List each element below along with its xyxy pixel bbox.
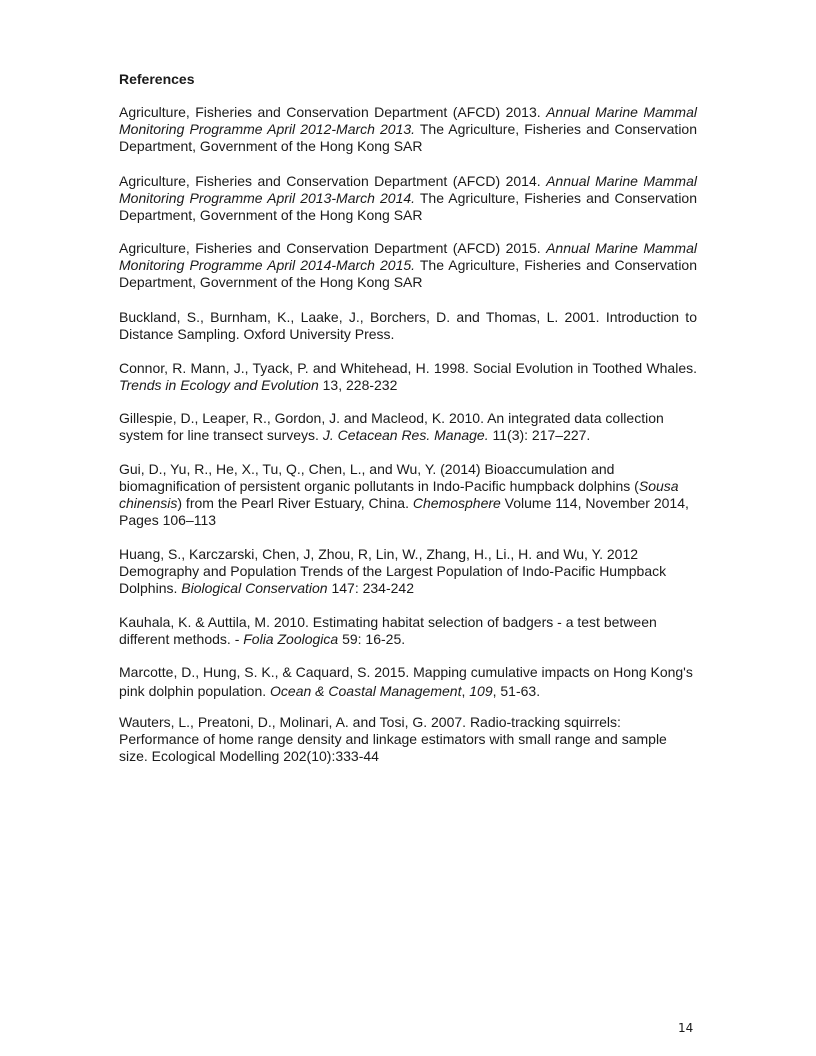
reference-entry [119, 461, 697, 529]
reference-text: 13, 228-232 [318, 377, 398, 393]
reference-entry [119, 714, 697, 765]
reference-entry [119, 546, 697, 597]
reference-text: , 51-63. [492, 683, 541, 699]
reference-title-italic: Annual Marine Mammal Monitoring Programme April 2013-March 2014. [119, 173, 697, 206]
reference-text: Kauhala, K. & Auttila, M. 2010. Estimating habitat selection of badgers - a test between different methods. - [119, 614, 657, 647]
reference-entry [119, 410, 697, 444]
reference-text: Huang, S., Karczarski, Chen, J, Zhou, R, Lin, W., Zhang, H., Li., H. and Wu, Y. 2012 Demography and Population Trends of the Largest Population of Indo-Pacific Humpback Dolphins. [119, 546, 667, 596]
reference-text: Agriculture, Fisheries and Conservation Department (AFCD) 2014. [119, 173, 547, 189]
reference-text: Agriculture, Fisheries and Conservation Department (AFCD) 2013. [119, 104, 547, 120]
reference-title-italic: Annual Marine Mammal Monitoring Programme April 2014-March 2015. [119, 240, 697, 273]
reference-text: Connor, R. Mann, J., Tyack, P. and Whitehead, H. 1998. Social Evolution in Toothed Whales. [119, 360, 697, 376]
reference-entry [119, 309, 697, 343]
reference-journal-italic: Folia Zoologica [243, 631, 339, 647]
reference-entry [119, 104, 697, 155]
reference-text: The Agriculture, Fisheries and Conservation Department, Government of the Hong Kong SAR [119, 121, 697, 154]
reference-text: Wauters, L., Preatoni, D., Molinari, A. and Tosi, G. 2007. Radio-tracking squirrels: Performance of home range density and linkage estimators with small range and sample size. Ecological Modelling 202(10):333-44 [119, 714, 667, 764]
reference-journal-italic: Chemosphere [412, 495, 501, 511]
reference-text: The Agriculture, Fisheries and Conservation Department, Government of the Hong Kong SAR [119, 257, 697, 290]
reference-text: Gui, D., Yu, R., He, X., Tu, Q., Chen, L., and Wu, Y. (2014) Bioaccumulation and biomagnification of persistent organic pollutants in Indo-Pacific humpback dolphins ( [119, 461, 639, 494]
reference-text: The Agriculture, Fisheries and Conservation Department, Government of the Hong Kong SAR [119, 190, 697, 223]
reference-journal-italic: Ocean & Coastal Management [270, 683, 462, 699]
reference-text: Agriculture, Fisheries and Conservation Department (AFCD) 2015. [119, 240, 547, 256]
reference-species-italic: Sousa chinensis [119, 478, 679, 511]
reference-text: ) from the Pearl River Estuary, China. [177, 495, 413, 511]
reference-text: Marcotte, D., Hung, S. K., & Caquard, S. 2015. Mapping cumulative impacts on Hong Kong's pink dolphin population. [119, 664, 693, 699]
reference-text: Gillespie, D., Leaper, R., Gordon, J. and Macleod, K. 2010. An integrated data collection system for line transect surveys. [119, 410, 664, 443]
reference-entry [119, 173, 697, 224]
reference-journal-italic: Trends in Ecology and Evolution [119, 377, 319, 393]
reference-text: 147: 234-242 [327, 580, 414, 596]
reference-text: Volume 114, November 2014, Pages 106–113 [119, 495, 689, 528]
reference-title-italic: Annual Marine Mammal Monitoring Programme April 2012-March 2013. [119, 104, 697, 137]
reference-entry [119, 663, 697, 701]
reference-text: 11(3): 217–227. [488, 427, 591, 443]
reference-journal-italic: Biological Conservation [181, 580, 328, 596]
reference-volume-italic: 109 [469, 683, 493, 699]
reference-text: Buckland, S., Burnham, K., Laake, J., Borchers, D. and Thomas, L. 2001. Introduction to Distance Sampling. Oxford University Press. [119, 309, 697, 342]
reference-entry [119, 240, 697, 291]
reference-entry [119, 614, 697, 648]
reference-entry [119, 360, 697, 394]
reference-text: , [461, 683, 470, 699]
reference-text: 59: 16-25. [338, 631, 406, 647]
references-heading: References [119, 71, 195, 87]
reference-journal-italic: J. Cetacean Res. Manage. [322, 427, 489, 443]
page-number: 14 [678, 1021, 694, 1035]
